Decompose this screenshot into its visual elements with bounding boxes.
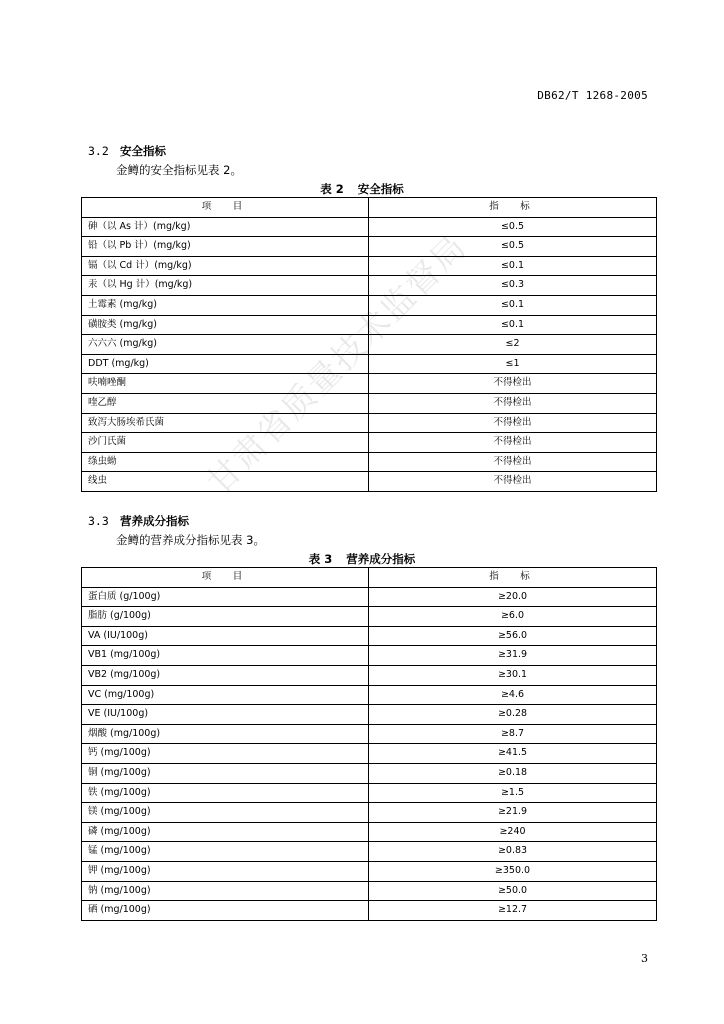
index-cell: ≤0.5 <box>369 237 657 257</box>
table-row <box>82 607 657 627</box>
table-row <box>82 626 657 646</box>
index-cell: 不得检出 <box>369 413 657 433</box>
table-row <box>82 842 657 862</box>
item-cell: 绦虫蚴 <box>82 452 369 472</box>
index-cell: ≥30.1 <box>369 665 657 685</box>
item-cell: 锰 (mg/100g) <box>82 842 369 862</box>
item-cell: 蛋白质 (g/100g) <box>82 587 369 607</box>
index-cell: ≥31.9 <box>369 646 657 666</box>
item-cell: 砷（以 As 计）(mg/kg) <box>82 217 369 237</box>
table-row <box>82 354 657 374</box>
table-row <box>82 881 657 901</box>
section-number: 3.2 <box>88 144 109 158</box>
table-body <box>82 217 657 491</box>
item-cell: VC (mg/100g) <box>82 685 369 705</box>
table-row <box>82 861 657 881</box>
index-cell: 不得检出 <box>369 393 657 413</box>
section-3-2-heading <box>88 143 166 159</box>
index-cell: 不得检出 <box>369 472 657 492</box>
section-3-2-text: 金鳟的安全指标见表 2。 <box>116 163 242 177</box>
item-cell: 六六六 (mg/kg) <box>82 335 369 355</box>
item-cell: 土霉素 (mg/kg) <box>82 295 369 315</box>
item-cell: 线虫 <box>82 472 369 492</box>
item-cell: 喹乙醇 <box>82 393 369 413</box>
item-cell: 钾 (mg/100g) <box>82 861 369 881</box>
table-row <box>82 393 657 413</box>
index-cell: ≤0.1 <box>369 295 657 315</box>
index-cell: ≥6.0 <box>369 607 657 627</box>
item-cell: 沙门氏菌 <box>82 433 369 453</box>
item-cell: 铁 (mg/100g) <box>82 783 369 803</box>
index-cell: ≤0.1 <box>369 256 657 276</box>
table-number: 表 2 <box>320 182 344 196</box>
index-cell: ≥0.28 <box>369 705 657 725</box>
item-cell: 脂肪 (g/100g) <box>82 607 369 627</box>
table-row <box>82 685 657 705</box>
table2-title <box>0 181 724 197</box>
table-row <box>82 901 657 921</box>
item-cell: 镁 (mg/100g) <box>82 803 369 823</box>
item-cell: VB2 (mg/100g) <box>82 665 369 685</box>
table-row <box>82 783 657 803</box>
index-cell: ≥50.0 <box>369 881 657 901</box>
index-cell: ≥240 <box>369 822 657 842</box>
table-row <box>82 237 657 257</box>
watermark-text: 甘肃省质量技术监督局 <box>199 226 475 502</box>
table-row <box>82 374 657 394</box>
index-cell: ≤1 <box>369 354 657 374</box>
table-row <box>82 413 657 433</box>
index-cell: ≤0.1 <box>369 315 657 335</box>
header-index: 指 标 <box>369 568 657 588</box>
table-row <box>82 256 657 276</box>
index-cell: ≥4.6 <box>369 685 657 705</box>
item-cell: VB1 (mg/100g) <box>82 646 369 666</box>
table-row <box>82 724 657 744</box>
table-row <box>82 744 657 764</box>
index-cell: ≥0.83 <box>369 842 657 862</box>
index-cell: ≤0.3 <box>369 276 657 296</box>
item-cell: 汞（以 Hg 计）(mg/kg) <box>82 276 369 296</box>
table-number: 表 3 <box>308 552 333 566</box>
header-item: 项 目 <box>82 198 369 218</box>
table-row <box>82 276 657 296</box>
index-cell: ≥0.18 <box>369 763 657 783</box>
item-cell: 铅（以 Pb 计）(mg/kg) <box>82 237 369 257</box>
table-row <box>82 433 657 453</box>
table-row <box>82 665 657 685</box>
item-cell: 硒 (mg/100g) <box>82 901 369 921</box>
item-cell: 镉（以 Cd 计）(mg/kg) <box>82 256 369 276</box>
item-cell: 磷 (mg/100g) <box>82 822 369 842</box>
item-cell: 烟酸 (mg/100g) <box>82 724 369 744</box>
table-row <box>82 472 657 492</box>
table-header-row <box>82 198 657 218</box>
index-cell: ≥41.5 <box>369 744 657 764</box>
section-3-3-heading <box>88 513 189 529</box>
nutrition-index-table <box>81 567 657 921</box>
item-cell: 呋喃唑酮 <box>82 374 369 394</box>
item-cell: DDT (mg/kg) <box>82 354 369 374</box>
index-cell: ≥20.0 <box>369 587 657 607</box>
item-cell: VE (IU/100g) <box>82 705 369 725</box>
index-cell: ≥1.5 <box>369 783 657 803</box>
index-cell: 不得检出 <box>369 452 657 472</box>
table-caption: 营养成分指标 <box>346 552 416 566</box>
table-row <box>82 763 657 783</box>
table-row <box>82 822 657 842</box>
table-body <box>82 587 657 920</box>
header-index: 指 标 <box>369 198 657 218</box>
item-cell: 致泻大肠埃希氏菌 <box>82 413 369 433</box>
index-cell: ≥12.7 <box>369 901 657 921</box>
section-number: 3.3 <box>88 514 109 528</box>
table3-title <box>0 551 724 567</box>
table-row <box>82 315 657 335</box>
item-cell: 钠 (mg/100g) <box>82 881 369 901</box>
item-cell: 钙 (mg/100g) <box>82 744 369 764</box>
table-caption: 安全指标 <box>357 182 404 196</box>
document-code: DB62/T 1268-2005 <box>537 89 648 102</box>
item-cell: VA (IU/100g) <box>82 626 369 646</box>
table-row <box>82 803 657 823</box>
index-cell: ≥21.9 <box>369 803 657 823</box>
table-row <box>82 335 657 355</box>
safety-index-table <box>81 197 657 492</box>
table-row <box>82 705 657 725</box>
page-number: 3 <box>641 952 648 965</box>
header-item: 项 目 <box>82 568 369 588</box>
index-cell: ≤2 <box>369 335 657 355</box>
item-cell: 磺胺类 (mg/kg) <box>82 315 369 335</box>
index-cell: ≥350.0 <box>369 861 657 881</box>
section-3-3-text: 金鳟的营养成分指标见表 3。 <box>116 533 265 547</box>
table-row <box>82 452 657 472</box>
table-row <box>82 295 657 315</box>
table-row <box>82 587 657 607</box>
table-row <box>82 646 657 666</box>
index-cell: 不得检出 <box>369 433 657 453</box>
table-header-row <box>82 568 657 588</box>
index-cell: ≤0.5 <box>369 217 657 237</box>
item-cell: 铜 (mg/100g) <box>82 763 369 783</box>
index-cell: ≥56.0 <box>369 626 657 646</box>
table-row <box>82 217 657 237</box>
section-title: 营养成分指标 <box>120 514 189 528</box>
section-title: 安全指标 <box>120 144 166 158</box>
index-cell: 不得检出 <box>369 374 657 394</box>
index-cell: ≥8.7 <box>369 724 657 744</box>
